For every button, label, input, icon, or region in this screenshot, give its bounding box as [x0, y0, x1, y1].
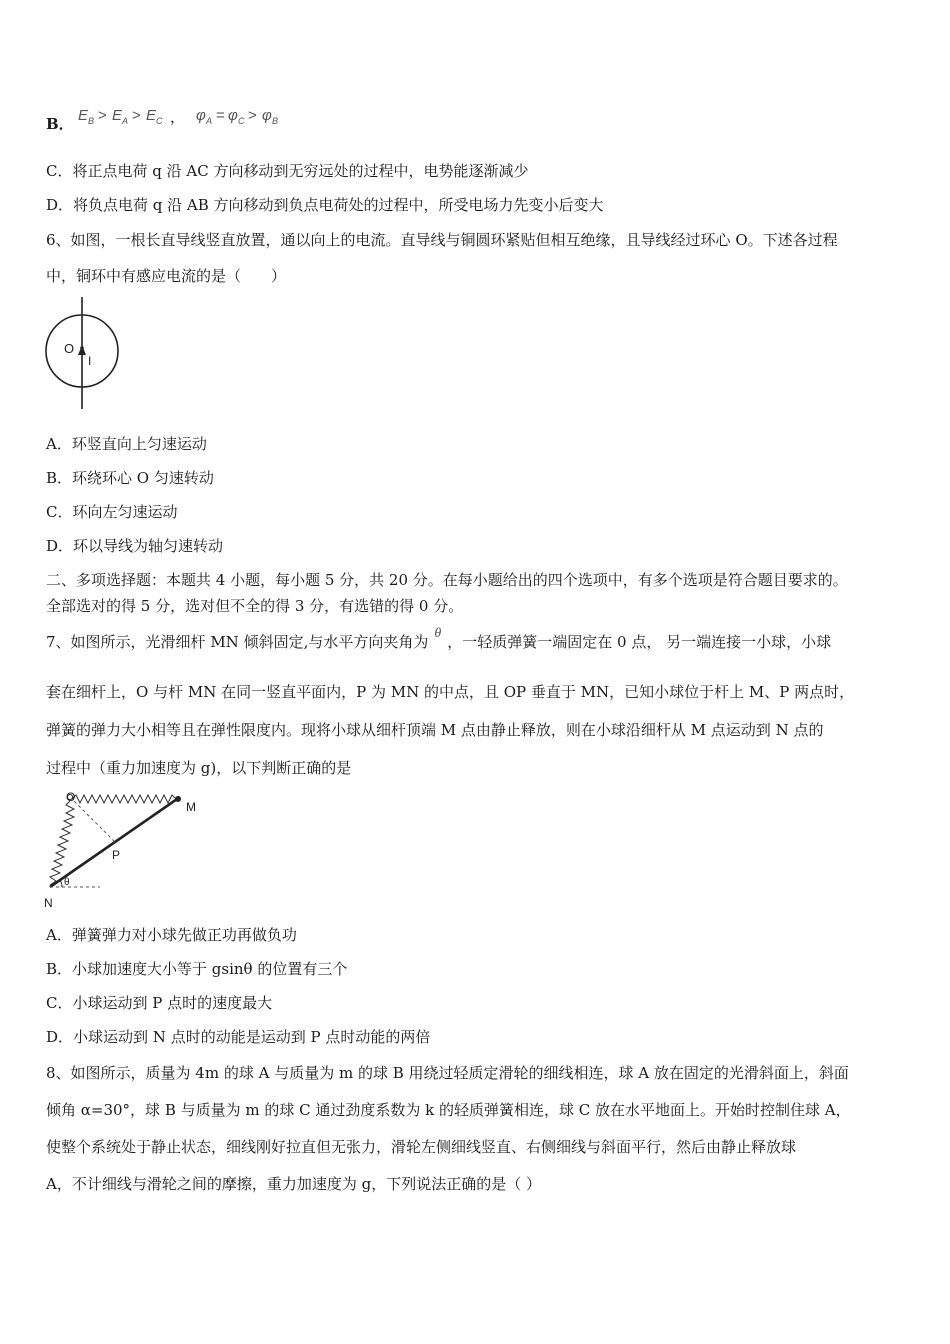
q5-option-c: C．将正点电荷 q 沿 AC 方向移动到无穷远处的过程中，电势能逐渐减少 — [46, 162, 529, 180]
label-n: N — [44, 896, 53, 910]
formula-ea-sub: A — [122, 116, 129, 126]
formula-eb-sub: B — [88, 116, 95, 126]
q7-stem-line1 — [46, 626, 832, 654]
q5-option-d: D．将负点电荷 q 沿 AB 方向移动到负点电荷处的过程中，所受电场力先变小后变大 — [46, 196, 604, 214]
label-i: I — [88, 354, 92, 368]
op-dash — [70, 797, 115, 842]
q7-stem-line3: 弹簧的弹力大小相等且在弹性限度内。现将小球从细杆顶端 M 点由静止释放，则在小球沿细杆从 M 点运动到 N 点的 — [46, 721, 824, 739]
q7-stem-line4: 过程中（重力加速度为 g)，以下判断正确的是 — [46, 759, 352, 777]
formula-phi-a-sub: A — [206, 116, 213, 126]
q7-figure — [40, 785, 220, 919]
q8-stem-line3: 使整个系统处于静止状态，细线刚好拉直但无张力，滑轮左侧细线竖直、右侧细线与斜面平行，然后由静止释放球 — [46, 1138, 797, 1156]
q7-stem-line2: 套在细杆上，O 与杆 MN 在同一竖直平面内，P 为 MN 的中点，且 OP 垂直于 MN，已知小球位于杆上 M、P 两点时， — [46, 683, 855, 701]
formula-phi-a: φ — [196, 107, 206, 124]
q7-rod-spring-diagram — [40, 785, 220, 915]
q6-stem-line2: 中，铜环中有感应电流的是（ ） — [46, 267, 287, 285]
section2-instructions-line2: 全部选对的得 5 分，选对但不全的得 3 分，有选错的得 0 分。 — [46, 597, 464, 615]
q7-stem-line1-a: 7、如图所示，光滑细杆 MN 倾斜固定,与水平方向夹角为 — [46, 633, 429, 651]
label-o: O — [64, 341, 75, 356]
formula-ea: E — [112, 107, 123, 124]
ball-m — [175, 796, 181, 802]
q6-figure — [40, 295, 130, 417]
formula-gt2: > — [132, 107, 141, 124]
label-m: M — [186, 800, 196, 814]
q6-option-d: D．环以导线为轴匀速转动 — [46, 537, 224, 555]
q8-stem-line2: 倾角 α=30°，球 B 与质量为 m 的球 C 通过劲度系数为 k 的轻质弹簧相连，球 C 放在水平地面上。开始时控制住球 A， — [46, 1101, 851, 1119]
label-p: P — [112, 848, 121, 862]
q5-formula-svg — [78, 102, 318, 130]
formula-eq: = — [216, 107, 225, 124]
q5-option-b-formula — [78, 102, 318, 134]
q5-option-b-label: B． — [46, 115, 74, 133]
q7-option-a: A．弹簧弹力对小球先做正功再做负功 — [46, 926, 297, 944]
section2-instructions-line1: 二、多项选择题：本题共 4 小题，每小题 5 分，共 20 分。在每小题给出的四个选项中，有多个选项是符合题目要求的。 — [46, 571, 848, 589]
q7-option-c: C．小球运动到 P 点时的速度最大 — [46, 994, 273, 1012]
q8-stem-line4: A，不计细线与滑轮之间的摩擦，重力加速度为 g，下列说法正确的是（ ） — [46, 1175, 541, 1193]
q5-option-b — [46, 114, 82, 134]
formula-phi-b-sub: B — [272, 116, 279, 126]
formula-phi-c: φ — [228, 107, 238, 124]
q6-option-c: C．环向左匀速运动 — [46, 503, 178, 521]
spring-om — [72, 795, 176, 803]
q7-option-d: D．小球运动到 N 点时的动能是运动到 P 点时动能的两倍 — [46, 1028, 431, 1046]
q7-theta: θ — [434, 626, 442, 641]
formula-comma: ， — [170, 109, 186, 126]
formula-eb: E — [78, 107, 89, 124]
q6-ring-wire-diagram — [40, 295, 130, 413]
label-theta: θ — [64, 877, 70, 888]
formula-phi-b: φ — [262, 107, 272, 124]
formula-ec: E — [146, 107, 157, 124]
formula-ec-sub: C — [156, 116, 163, 126]
formula-gt3: > — [248, 107, 257, 124]
q7-stem-line1-b: ，一轻质弹簧一端固定在 0 点， 另一端连接一小球，小球 — [447, 633, 832, 651]
q6-option-b: B．环绕环心 O 匀速转动 — [46, 469, 214, 487]
formula-phi-c-sub: C — [238, 116, 245, 126]
q6-stem-line1: 6、如图，一根长直导线竖直放置，通以向上的电流。直导线与铜圆环紧贴但相互绝缘，且导线经过环心 O。下述各过程 — [46, 231, 838, 249]
formula-gt1: > — [98, 107, 107, 124]
q7-option-b: B．小球加速度大小等于 gsinθ 的位置有三个 — [46, 960, 348, 978]
theta-arc — [60, 880, 62, 887]
q8-stem-line1: 8、如图所示，质量为 4m 的球 A 与质量为 m 的球 B 用绕过轻质定滑轮的细线相连，球 A 放在固定的光滑斜面上，斜面 — [46, 1064, 849, 1082]
ring-center-dot — [80, 346, 84, 350]
q6-option-a: A．环竖直向上匀速运动 — [46, 435, 207, 453]
label-o: O — [66, 790, 76, 804]
